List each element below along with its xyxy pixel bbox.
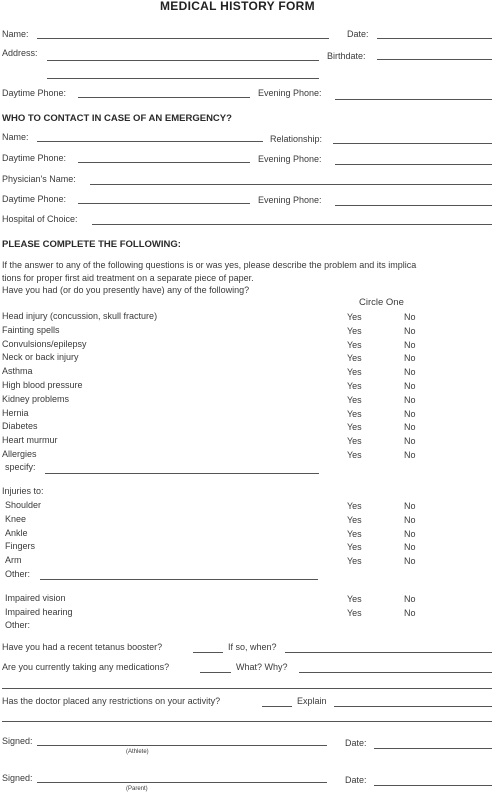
athlete-signed-label: Signed: xyxy=(2,736,33,746)
form-title: MEDICAL HISTORY FORM xyxy=(160,0,315,13)
injury-4-no-option[interactable]: No xyxy=(404,556,416,566)
emergency-name-field[interactable] xyxy=(37,141,263,142)
name-label: Name: xyxy=(2,29,29,39)
condition-1-label: Fainting spells xyxy=(2,325,60,335)
condition-2-yes-option[interactable]: Yes xyxy=(347,340,362,350)
condition-5-yes-option[interactable]: Yes xyxy=(347,381,362,391)
condition-9-no-option[interactable]: No xyxy=(404,436,416,446)
condition-10-yes-option[interactable]: Yes xyxy=(347,450,362,460)
injury-2-label: Ankle xyxy=(5,528,28,538)
restrictions-explain-label: Explain xyxy=(297,696,327,706)
sense-0-yes-option[interactable]: Yes xyxy=(347,594,362,604)
parent-date-field[interactable] xyxy=(374,785,492,786)
injury-3-label: Fingers xyxy=(5,541,36,551)
relationship-label: Relationship: xyxy=(270,134,323,144)
condition-6-no-option[interactable]: No xyxy=(404,395,416,405)
sense-0-no-option[interactable]: No xyxy=(404,594,416,604)
condition-10-label: Allergies xyxy=(2,449,37,459)
restrictions-answer-field[interactable] xyxy=(262,706,292,707)
physician-field[interactable] xyxy=(90,184,492,185)
emergency-daytime-field[interactable] xyxy=(78,162,250,163)
condition-5-label: High blood pressure xyxy=(2,380,83,390)
complete-heading: PLEASE COMPLETE THE FOLLOWING: xyxy=(2,239,181,250)
condition-7-yes-option[interactable]: Yes xyxy=(347,409,362,419)
medications-what-field[interactable] xyxy=(299,672,492,673)
daytime-phone-field[interactable] xyxy=(78,97,250,98)
parent-caption: (Parent) xyxy=(126,786,148,792)
evening-phone-field[interactable] xyxy=(335,99,492,100)
injury-3-yes-option[interactable]: Yes xyxy=(347,542,362,552)
tetanus-question: Have you had a recent tetanus booster? xyxy=(2,642,163,652)
instruction-line-1: If the answer to any of the following questions is or was yes, please describe the problem and its implica xyxy=(2,260,417,270)
injury-1-no-option[interactable]: No xyxy=(404,515,416,525)
emergency-evening-label: Evening Phone: xyxy=(258,154,322,164)
parent-date-label: Date: xyxy=(345,775,367,785)
tetanus-answer-field[interactable] xyxy=(193,652,223,653)
tetanus-when-field[interactable] xyxy=(285,652,492,653)
daytime-phone-label: Daytime Phone: xyxy=(2,88,67,98)
physician-evening-label: Evening Phone: xyxy=(258,195,322,205)
condition-10-no-option[interactable]: No xyxy=(404,450,416,460)
restrictions-question: Has the doctor placed any restrictions on your activity? xyxy=(2,696,221,706)
injuries-other-label: Other: xyxy=(5,569,31,579)
injuries-other-field[interactable] xyxy=(40,579,318,580)
address-label: Address: xyxy=(2,48,38,58)
athlete-date-label: Date: xyxy=(345,738,367,748)
injury-0-label: Shoulder xyxy=(5,500,42,510)
injuries-label: Injuries to: xyxy=(2,486,44,496)
condition-8-no-option[interactable]: No xyxy=(404,422,416,432)
tetanus-when-label: If so, when? xyxy=(228,642,277,652)
injury-0-no-option[interactable]: No xyxy=(404,501,416,511)
condition-7-no-option[interactable]: No xyxy=(404,409,416,419)
emergency-evening-field[interactable] xyxy=(335,164,492,165)
condition-2-no-option[interactable]: No xyxy=(404,340,416,350)
injury-4-yes-option[interactable]: Yes xyxy=(347,556,362,566)
sense-1-no-option[interactable]: No xyxy=(404,608,416,618)
specify-label: specify: xyxy=(5,462,36,472)
condition-0-label: Head injury (concussion, skull fracture) xyxy=(2,311,158,321)
birthdate-label: Birthdate: xyxy=(327,51,366,61)
senses-other-label: Other: xyxy=(5,620,31,630)
relationship-field[interactable] xyxy=(333,143,492,144)
condition-2-label: Convulsions/epilepsy xyxy=(2,339,87,349)
condition-8-label: Diabetes xyxy=(2,421,38,431)
condition-3-yes-option[interactable]: Yes xyxy=(347,353,362,363)
condition-9-label: Heart murmur xyxy=(2,435,58,445)
address-field-line2[interactable] xyxy=(47,78,319,79)
medications-answer-field[interactable] xyxy=(200,672,231,673)
injury-1-yes-option[interactable]: Yes xyxy=(347,515,362,525)
physician-label: Physician's Name: xyxy=(2,174,76,184)
injury-0-yes-option[interactable]: Yes xyxy=(347,501,362,511)
sense-0-label: Impaired vision xyxy=(5,593,66,603)
sense-1-label: Impaired hearing xyxy=(5,607,73,617)
restrictions-explain-field[interactable] xyxy=(334,706,492,707)
athlete-caption: (Athlete) xyxy=(126,749,149,755)
condition-4-no-option[interactable]: No xyxy=(404,367,416,377)
physician-evening-field[interactable] xyxy=(335,205,492,206)
condition-6-yes-option[interactable]: Yes xyxy=(347,395,362,405)
physician-daytime-label: Daytime Phone: xyxy=(2,194,67,204)
condition-3-label: Neck or back injury xyxy=(2,352,79,362)
injury-1-label: Knee xyxy=(5,514,27,524)
evening-phone-label: Evening Phone: xyxy=(258,88,322,98)
name-field[interactable] xyxy=(37,38,329,39)
injury-2-yes-option[interactable]: Yes xyxy=(347,529,362,539)
condition-4-yes-option[interactable]: Yes xyxy=(347,367,362,377)
birthdate-field[interactable] xyxy=(377,59,492,60)
parent-signature-field[interactable] xyxy=(37,782,327,783)
conditions-question: Have you had (or do you presently have) any of the following? xyxy=(2,285,250,295)
condition-1-no-option[interactable]: No xyxy=(404,326,416,336)
medications-what-label: What? Why? xyxy=(236,662,288,672)
condition-9-yes-option[interactable]: Yes xyxy=(347,436,362,446)
condition-0-yes-option[interactable]: Yes xyxy=(347,312,362,322)
medications-extra-line[interactable] xyxy=(2,688,492,689)
condition-7-label: Hernia xyxy=(2,408,29,418)
date-field[interactable] xyxy=(377,38,492,39)
injury-3-no-option[interactable]: No xyxy=(404,542,416,552)
sense-1-yes-option[interactable]: Yes xyxy=(347,608,362,618)
hospital-field[interactable] xyxy=(92,224,492,225)
address-field[interactable] xyxy=(47,60,319,61)
condition-4-label: Asthma xyxy=(2,366,33,376)
medications-question: Are you currently taking any medications? xyxy=(2,662,170,672)
condition-6-label: Kidney problems xyxy=(2,394,70,404)
condition-8-yes-option[interactable]: Yes xyxy=(347,422,362,432)
physician-daytime-field[interactable] xyxy=(78,203,250,204)
condition-5-no-option[interactable]: No xyxy=(404,381,416,391)
hospital-label: Hospital of Choice: xyxy=(2,214,78,224)
injury-2-no-option[interactable]: No xyxy=(404,529,416,539)
allergies-specify-field[interactable] xyxy=(45,473,319,474)
condition-3-no-option[interactable]: No xyxy=(404,353,416,363)
date-label: Date: xyxy=(347,29,369,39)
emergency-daytime-label: Daytime Phone: xyxy=(2,153,67,163)
athlete-date-field[interactable] xyxy=(374,748,492,749)
injury-4-label: Arm xyxy=(5,555,22,565)
restrictions-extra-line[interactable] xyxy=(2,721,492,722)
parent-signed-label: Signed: xyxy=(2,773,33,783)
condition-0-no-option[interactable]: No xyxy=(404,312,416,322)
emergency-name-label: Name: xyxy=(2,132,29,142)
circle-one-header: Circle One xyxy=(359,297,404,308)
instruction-line-2: tions for proper first aid treatment on a separate piece of paper. xyxy=(2,273,254,283)
emergency-heading: WHO TO CONTACT IN CASE OF AN EMERGENCY? xyxy=(2,113,232,124)
condition-1-yes-option[interactable]: Yes xyxy=(347,326,362,336)
athlete-signature-field[interactable] xyxy=(37,745,327,746)
